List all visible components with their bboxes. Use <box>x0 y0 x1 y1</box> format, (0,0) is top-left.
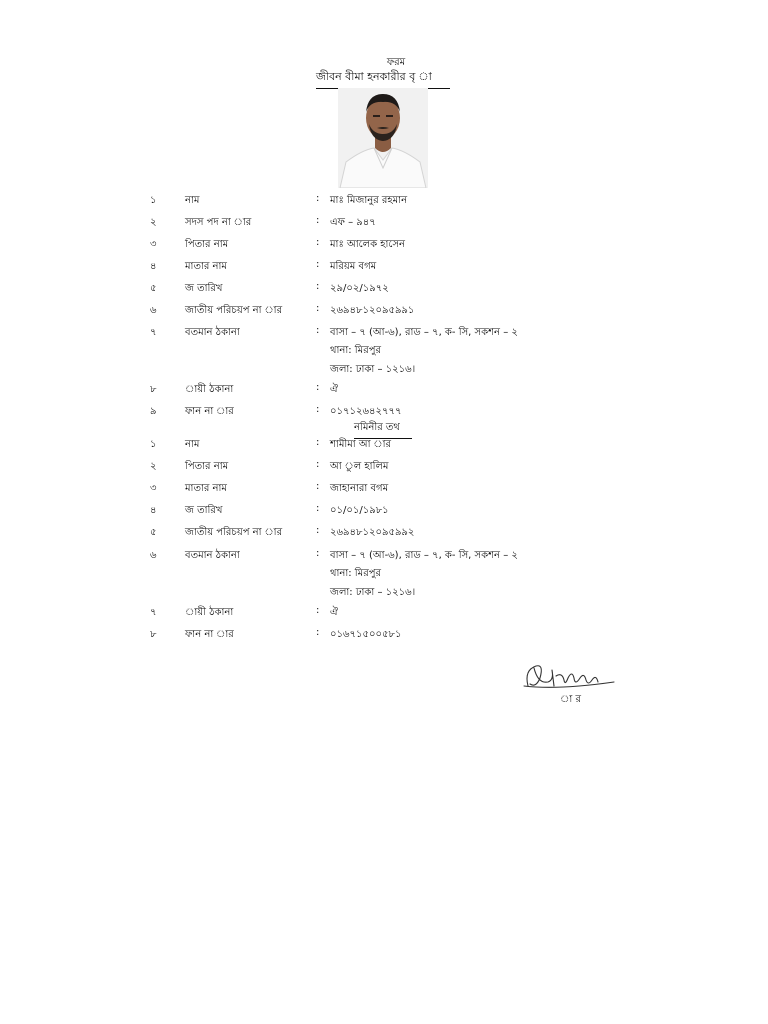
info-row-present-address: ৭ বতমান ঠকানা : বাসা – ৭ (আ-৬), রাড – ৭, ক- সি, সকশন – ২ <box>150 325 518 338</box>
nominee-row-mother-name: ৩ মাতার নাম : জাহানারা বগম <box>150 481 389 494</box>
form-title: জীবন বীমা হনকারীর বৃ া <box>316 68 450 89</box>
nominee-section-title: নমিনীর তথ <box>354 420 412 439</box>
nominee-row-phone: ৮ ফান না ার : ০১৬৭১৫০০৫৮১ <box>150 627 402 640</box>
address-line-thana: থানা: মিরপুর <box>330 345 381 356</box>
info-row-name: ১ নাম : মাঃ মিজানুর রহমান <box>150 193 408 206</box>
nominee-address-line-district: জলা: ঢাকা – ১২১৬। <box>330 587 416 598</box>
info-row-member-number: ২ সদস পদ না ার : এফ – ৯৪৭ <box>150 215 376 228</box>
info-row-phone: ৯ ফান না ার : ০১৭১২৬৪২৭৭৭ <box>150 404 402 417</box>
applicant-photo <box>338 88 428 188</box>
signature-label: া র <box>560 694 581 705</box>
form-label: ফরম <box>386 57 406 68</box>
address-line-district: জলা: ঢাকা – ১২১৬। <box>330 364 416 375</box>
info-row-permanent-address: ৮ ায়ী ঠকানা : ঐ <box>150 382 339 395</box>
nominee-row-name: ১ নাম : শামীমা আ ার <box>150 437 392 450</box>
info-row-national-id: ৬ জাতীয় পরিচয়প না ার : ২৬৯৪৮১২০৯৫৯৯১ <box>150 303 415 316</box>
info-row-father-name: ৩ পিতার নাম : মাঃ আলেক হাসেন <box>150 237 406 250</box>
nominee-address-line-thana: থানা: মিরপুর <box>330 568 381 579</box>
nominee-row-father-name: ২ পিতার নাম : আ ুল হালিম <box>150 459 389 472</box>
info-row-birth-date: ৫ জ তারিখ : ২৯/০২/১৯৭২ <box>150 281 389 294</box>
nominee-row-birth-date: ৪ জ তারিখ : ০১/০১/১৯৮১ <box>150 503 389 516</box>
nominee-row-permanent-address: ৭ ায়ী ঠকানা : ঐ <box>150 605 339 618</box>
nominee-row-present-address: ৬ বতমান ঠকানা : বাসা – ৭ (আ-৬), রাড – ৭, ক- সি, সকশন – ২ <box>150 548 518 561</box>
nominee-row-national-id: ৫ জাতীয় পরিচয়প না ার : ২৬৯৪৮১২০৯৫৯৯২ <box>150 525 415 538</box>
info-row-mother-name: ৪ মাতার নাম : মরিয়ম বগম <box>150 259 377 272</box>
